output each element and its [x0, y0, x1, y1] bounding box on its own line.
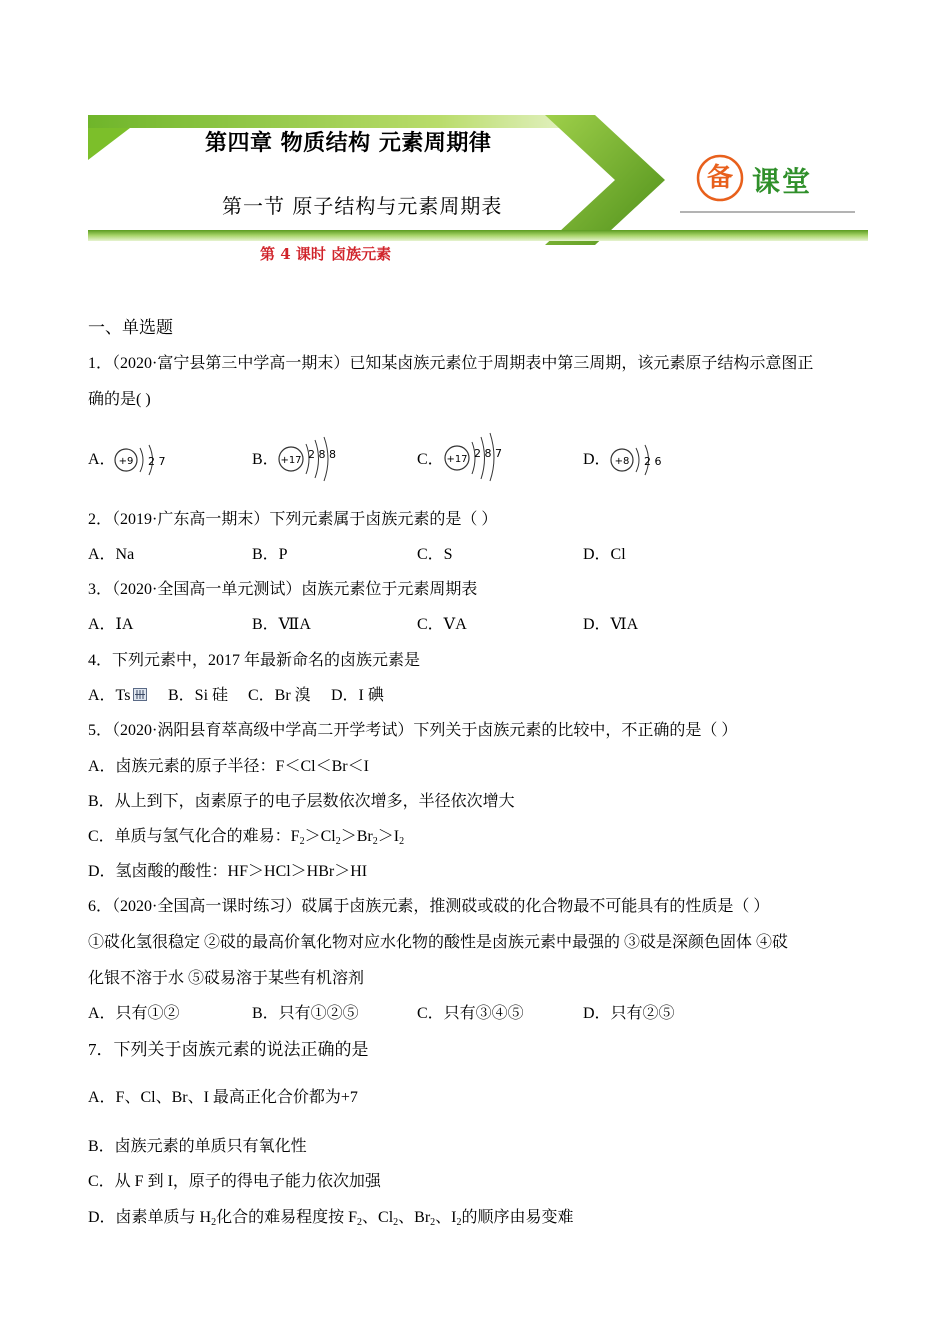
brand-logo-text: 课堂 — [752, 165, 813, 198]
question-4-option-b: B．Si 硅 — [168, 687, 229, 704]
question-6-option-a: A．只有①② — [88, 1005, 180, 1022]
atom-diagram-d — [608, 438, 668, 482]
atom-diagram-a — [112, 438, 172, 482]
atom-diagram-b — [276, 432, 346, 482]
question-1-option-d-label: D． — [583, 451, 611, 468]
question-7-option-a: A．F、Cl、Br、I 最高正化合价都为+7 — [88, 1089, 358, 1106]
question-1-stem-line1: 1．（2020·富宁县第三中学高一期末）已知某卤族元素位于周期表中第三周期，该元素原子结构示意图正 — [88, 355, 814, 372]
question-3-option-d: D．ⅥA — [583, 616, 639, 633]
question-6-props-line1: ①砹化氢很稳定 ②砹的最高价氧化物对应水化物的酸性是卤族元素中最强的 ③砹是深颜色固体 ④砹 — [88, 934, 789, 951]
question-6-option-c: C．只有③④⑤ — [417, 1005, 524, 1022]
section-title: 第一节 原子结构与元素周期表 — [222, 194, 503, 218]
atom-b-shells: 2 8 8 — [308, 448, 336, 461]
question-3-option-b: B．ⅦA — [252, 616, 311, 633]
question-6-option-d: D．只有②⑤ — [583, 1005, 675, 1022]
atom-a-nucleus: +9 — [118, 456, 134, 467]
atom-d-shells: 2 6 — [644, 455, 662, 468]
question-7-option-d: D．卤素单质与 $H_2$化合的难易程度按 $F_2$、$Cl_2$、$Br_2$、$I_2$的顺序由易变难 — [88, 1209, 574, 1228]
atom-b-nucleus: +17 — [280, 455, 302, 466]
question-1-stem-line2: 确的是( ) — [88, 391, 151, 408]
ts-character-icon — [133, 688, 147, 701]
lesson-title: 第 4 课时 卤族元素 — [260, 245, 392, 263]
question-3-stem: 3．（2020·全国高一单元测试）卤族元素位于元素周期表 — [88, 581, 478, 598]
question-2-option-c: C．S — [417, 546, 453, 563]
section-heading: 一、单选题 — [88, 318, 173, 337]
question-7-option-b: B．卤族元素的单质只有氧化性 — [88, 1138, 307, 1155]
question-5-stem: 5．（2020·涡阳县育萃高级中学高二开学考试）下列关于卤族元素的比较中，不正确的是（ ） — [88, 722, 738, 739]
question-4-option-c: C．Br 溴 — [248, 687, 311, 704]
brand-logo-char: 备 — [706, 163, 733, 193]
question-4-option-d: D．I 碘 — [331, 687, 384, 704]
question-5-option-d: D．氢卤酸的酸性：HF＞HCl＞HBr＞HI — [88, 863, 368, 880]
question-1-option-c-label: C． — [417, 451, 444, 468]
chapter-title: 第四章 物质结构 元素周期律 — [205, 131, 492, 156]
question-6-props-line2: 化银不溶于水 ⑤砹易溶于某些有机溶剂 — [88, 970, 365, 987]
atom-d-nucleus: +8 — [614, 456, 630, 467]
question-4-option-a — [88, 686, 147, 706]
question-2-option-b: B．P — [252, 546, 288, 563]
question-6-stem: 6．（2020·全国高一课时练习）砹属于卤族元素，推测砹或砹的化合物最不可能具有的性质是（ ） — [88, 898, 770, 915]
question-4-stem: 4．下列元素中，2017 年最新命名的卤族元素是 — [88, 652, 421, 669]
question-2-stem: 2．（2019·广东高一期末）下列元素属于卤族元素的是（ ） — [88, 511, 498, 528]
question-5-option-b: B．从上到下，卤素原子的电子层数依次增多，半径依次增大 — [88, 793, 515, 810]
question-5-option-c: C．单质与氢气化合的难易：$F_2>Cl_2>Br_2>I_2$ — [88, 828, 405, 847]
question-5-option-a: A．卤族元素的原子半径：F＜Cl＜Br＜I — [88, 758, 369, 775]
atom-c-shells: 2 8 7 — [474, 447, 502, 460]
question-1-option-b-label: B． — [252, 451, 279, 468]
question-3-option-c: C．ⅤA — [417, 616, 467, 633]
question-3-option-a: A．ⅠA — [88, 616, 134, 633]
atom-a-shells: 2 7 — [148, 455, 166, 468]
question-7-stem: 7．下列关于卤族元素的说法正确的是 — [88, 1040, 369, 1059]
question-1-option-a-label: A． — [88, 451, 116, 468]
question-4-option-a-text: A．Ts — [88, 687, 131, 704]
question-2-option-d: D．Cl — [583, 546, 626, 563]
atom-c-nucleus: +17 — [446, 454, 468, 465]
atom-diagram-c — [442, 428, 512, 482]
question-7-option-c: C．从 F 到 I，原子的得电子能力依次加强 — [88, 1173, 381, 1190]
question-6-option-b: B．只有①②⑤ — [252, 1005, 359, 1022]
question-2-option-a: A．Na — [88, 546, 135, 563]
